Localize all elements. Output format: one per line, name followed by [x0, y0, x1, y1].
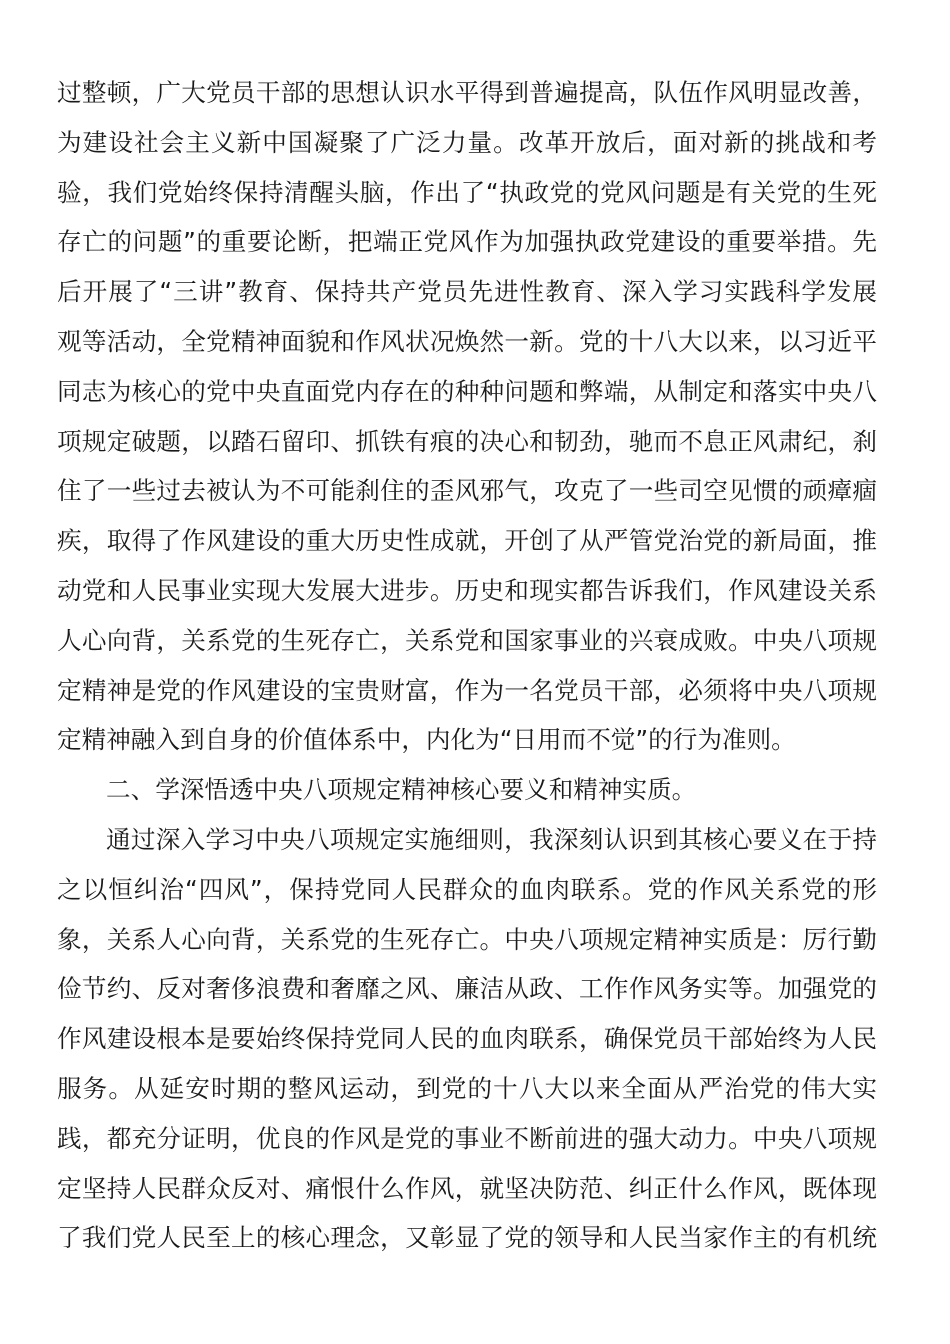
text-line: 定坚持人民群众反对、痛恨什么作风，就坚决防范、纠正什么作风，既体现 [57, 1173, 877, 1203]
text-line: 服务。从延安时期的整风运动，到党的十八大以来全面从严治党的伟大实 [57, 1073, 877, 1103]
text-line: 象，关系人心向背，关系党的生死存亡。中央八项规定精神实质是：厉行勤 [57, 924, 877, 954]
text-line: 动党和人民事业实现大发展大进步。历史和现实都告诉我们，作风建设关系 [57, 575, 877, 605]
text-line: 存亡的问题”的重要论断，把端正党风作为加强执政党建设的重要举措。先 [57, 227, 877, 257]
text-line: 人心向背，关系党的生死存亡，关系党和国家事业的兴衰成败。中央八项规 [57, 625, 877, 655]
text-line: 俭节约、反对奢侈浪费和奢靡之风、廉洁从政、工作作风务实等。加强党的 [57, 974, 877, 1004]
section-heading-text: 二、学深悟透中央八项规定精神核心要义和精神实质。 [106, 775, 697, 805]
section-heading-2 [57, 765, 877, 815]
text-line: 后开展了“三讲”教育、保持共产党员先进性教育、深入学习实践科学发展 [57, 277, 877, 307]
paragraph-party-style-history [57, 68, 877, 765]
text-line: 践，都充分证明，优良的作风是党的事业不断前进的强大动力。中央八项规 [57, 1123, 877, 1153]
text-line: 验，我们党始终保持清醒头脑，作出了“执政党的党风问题是有关党的生死 [57, 177, 877, 207]
text-line: 之以恒纠治“四风”，保持党同人民群众的血肉联系。党的作风关系党的形 [57, 874, 877, 904]
text-line: 为建设社会主义新中国凝聚了广泛力量。改革开放后，面对新的挑战和考 [57, 127, 877, 157]
text-line: 疾，取得了作风建设的重大历史性成就，开创了从严管党治党的新局面，推 [57, 526, 877, 556]
paragraph-core-essence [57, 815, 877, 1263]
text-line: 观等活动，全党精神面貌和作风状况焕然一新。党的十八大以来，以习近平 [57, 326, 877, 356]
text-line: 了我们党人民至上的核心理念，又彰显了党的领导和人民当家作主的有机统 [57, 1223, 877, 1253]
text-line: 住了一些过去被认为不可能刹住的歪风邪气，攻克了一些司空见惯的顽瘴痼 [57, 476, 877, 506]
document-body [57, 68, 877, 1263]
text-line: 通过深入学习中央八项规定实施细则，我深刻认识到其核心要义在于持 [106, 824, 877, 854]
text-line: 项规定破题，以踏石留印、抓铁有痕的决心和韧劲，驰而不息正风肃纪，刹 [57, 426, 877, 456]
text-line: 作风建设根本是要始终保持党同人民的血肉联系，确保党员干部始终为人民 [57, 1024, 877, 1054]
text-line: 同志为核心的党中央直面党内存在的种种问题和弊端，从制定和落实中央八 [57, 376, 877, 406]
text-line: 过整顿，广大党员干部的思想认识水平得到普遍提高，队伍作风明显改善， [57, 78, 877, 107]
text-line: 定精神是党的作风建设的宝贵财富，作为一名党员干部，必须将中央八项规 [57, 675, 877, 705]
text-line: 定精神融入到自身的价值体系中，内化为“日用而不觉”的行为准则。 [57, 725, 796, 755]
